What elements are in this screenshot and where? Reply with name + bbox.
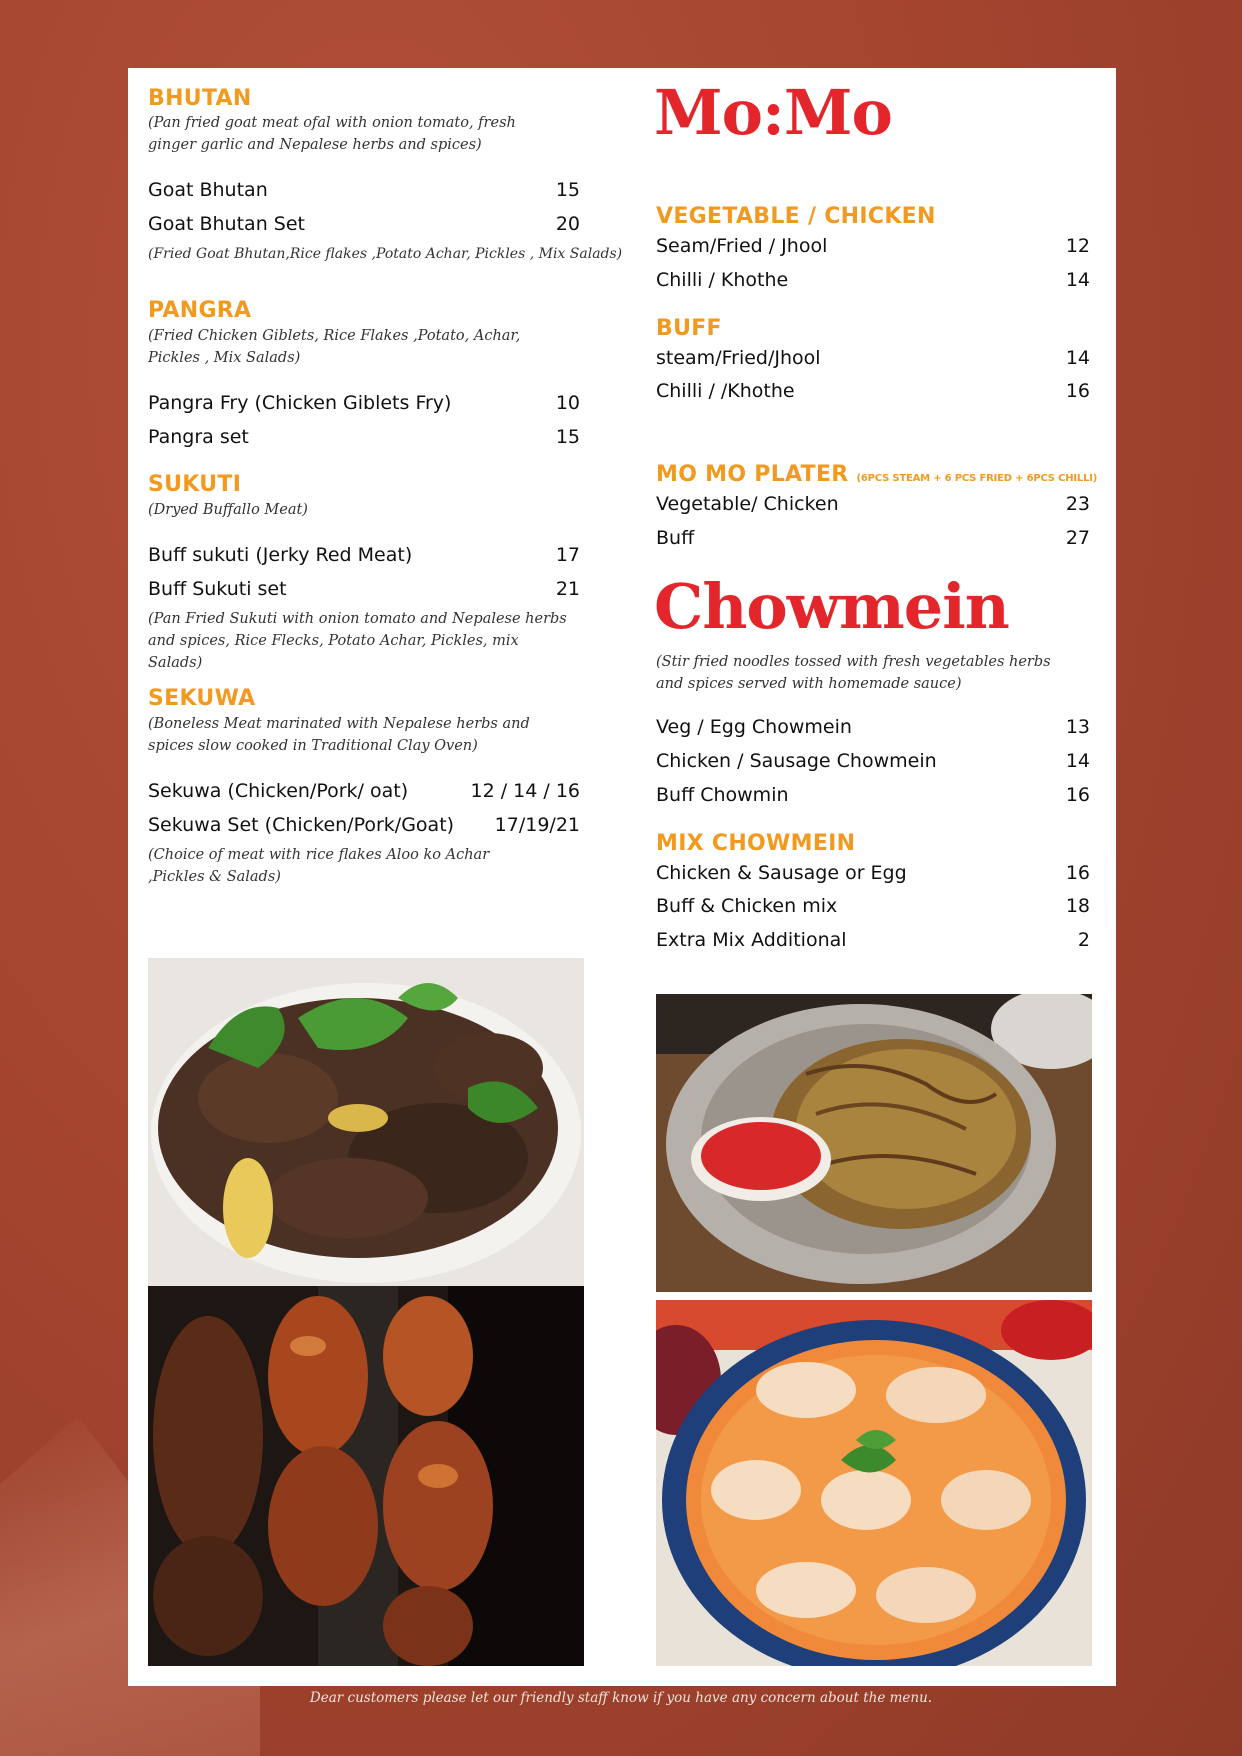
jhol-momo-image: [656, 1300, 1092, 1666]
item-price: 14: [1065, 269, 1090, 291]
chowmein-title: Chowmein: [654, 570, 1009, 643]
goat-bhutan-photo: [148, 958, 584, 1286]
item-price: 15: [555, 179, 580, 201]
sekuwa-photo: [148, 1286, 584, 1666]
platter-heading-note: (6PCS STEAM + 6 PCS FRIED + 6PCS CHILLI): [856, 473, 1098, 484]
item-name: Veg / Egg Chowmein: [656, 716, 852, 738]
chowmein-photo: [656, 994, 1092, 1292]
chowmein-image: [656, 994, 1092, 1292]
item-name: Sekuwa (Chicken/Pork/ oat): [148, 780, 409, 802]
item-price: 16: [1065, 380, 1090, 402]
item-price: 18: [1065, 895, 1090, 917]
item-name: Chilli / /Khothe: [656, 380, 795, 402]
item-name: Extra Mix Additional: [656, 929, 847, 951]
menu-item[interactable]: [148, 776, 580, 806]
sukuti-set-note: (Pan Fried Sukuti with onion tomato and Nepalese herbs and spices, Rice Flecks, Potato Achar, Pickles, mix Salads): [148, 611, 567, 671]
goat-bhutan-image: [148, 958, 584, 1286]
footer-note: Dear customers please let our friendly staff know if you have any concern about the menu.: [309, 1690, 933, 1706]
menu-item[interactable]: [656, 891, 1090, 921]
item-name: Buff sukuti (Jerky Red Meat): [148, 544, 413, 566]
menu-item[interactable]: [148, 574, 580, 604]
momo-title: Mo:Mo: [654, 76, 892, 149]
item-name: Chilli / Khothe: [656, 269, 789, 291]
menu-item[interactable]: [656, 343, 1090, 373]
item-price: 17: [555, 544, 580, 566]
item-price: 13: [1065, 716, 1090, 738]
sekuwa-heading: SEKUWA: [148, 686, 256, 711]
bhutan-set-note: (Fried Goat Bhutan,Rice flakes ,Potato Achar, Pickles , Mix Salads): [148, 246, 623, 262]
menu-item[interactable]: [148, 810, 580, 840]
item-price: 21: [555, 578, 580, 600]
item-name: Sekuwa Set (Chicken/Pork/Goat): [148, 814, 455, 836]
platter-heading: [656, 462, 1097, 487]
sukuti-heading: SUKUTI: [148, 472, 242, 497]
chowmein-description: (Stir fried noodles tossed with fresh vegetables herbs and spices served with homemade sauce): [656, 654, 1051, 692]
menu-item[interactable]: [148, 388, 580, 418]
sekuwa-description: (Boneless Meat marinated with Nepalese herbs and spices slow cooked in Traditional Clay Oven): [148, 716, 530, 754]
menu-item[interactable]: [656, 265, 1090, 295]
item-price: 10: [555, 392, 580, 414]
item-name: Buff Sukuti set: [148, 578, 287, 600]
item-price: 2: [1077, 929, 1090, 951]
item-name: Chicken & Sausage or Egg: [656, 862, 907, 884]
item-price: 12 / 14 / 16: [470, 780, 580, 802]
item-price: 27: [1065, 527, 1090, 549]
bhutan-description: (Pan fried goat meat ofal with onion tomato, fresh ginger garlic and Nepalese herbs and spices): [148, 115, 516, 153]
item-price: 15: [555, 426, 580, 448]
mix-chowmein-heading: MIX CHOWMEIN: [656, 831, 856, 856]
bhutan-heading: BHUTAN: [148, 86, 252, 111]
menu-item[interactable]: [148, 422, 580, 452]
platter-heading-text: MO MO PLATER: [656, 462, 849, 487]
menu-item[interactable]: [148, 175, 580, 205]
veg-chicken-heading: VEGETABLE / CHICKEN: [656, 204, 936, 229]
menu-item[interactable]: [148, 540, 580, 570]
item-name: Vegetable/ Chicken: [656, 493, 839, 515]
item-name: Pangra Fry (Chicken Giblets Fry): [148, 392, 452, 414]
menu-item[interactable]: [656, 231, 1090, 261]
item-name: Goat Bhutan Set: [148, 213, 305, 235]
item-name: Buff & Chicken mix: [656, 895, 838, 917]
buff-heading: BUFF: [656, 316, 722, 341]
item-price: 14: [1065, 750, 1090, 772]
item-price: 14: [1065, 347, 1090, 369]
sekuwa-image: [148, 1286, 584, 1666]
menu-item[interactable]: [656, 489, 1090, 519]
menu-item[interactable]: [148, 209, 580, 239]
menu-item[interactable]: [656, 712, 1090, 742]
sukuti-description: (Dryed Buffallo Meat): [148, 502, 308, 518]
menu-item[interactable]: [656, 746, 1090, 776]
item-price: 17/19/21: [494, 814, 580, 836]
item-name: Goat Bhutan: [148, 179, 268, 201]
item-name: Chicken / Sausage Chowmein: [656, 750, 937, 772]
pangra-heading: PANGRA: [148, 298, 252, 323]
menu-panel: [128, 68, 1116, 1686]
jhol-momo-photo: [656, 1300, 1092, 1666]
item-name: Pangra set: [148, 426, 249, 448]
menu-item[interactable]: [656, 780, 1090, 810]
item-price: 16: [1065, 862, 1090, 884]
sekuwa-set-note: (Choice of meat with rice flakes Aloo ko Achar ,Pickles & Salads): [148, 847, 490, 885]
pangra-description: (Fried Chicken Giblets, Rice Flakes ,Potato, Achar, Pickles , Mix Salads): [148, 328, 521, 366]
item-price: 23: [1065, 493, 1090, 515]
item-price: 20: [555, 213, 580, 235]
menu-item[interactable]: [656, 376, 1090, 406]
menu-item[interactable]: [656, 858, 1090, 888]
menu-item[interactable]: [656, 925, 1090, 955]
item-name: Buff Chowmin: [656, 784, 789, 806]
item-name: steam/Fried/Jhool: [656, 347, 821, 369]
item-price: 12: [1065, 235, 1090, 257]
item-name: Buff: [656, 527, 695, 549]
item-price: 16: [1065, 784, 1090, 806]
item-name: Seam/Fried / Jhool: [656, 235, 828, 257]
menu-item[interactable]: [656, 523, 1090, 553]
